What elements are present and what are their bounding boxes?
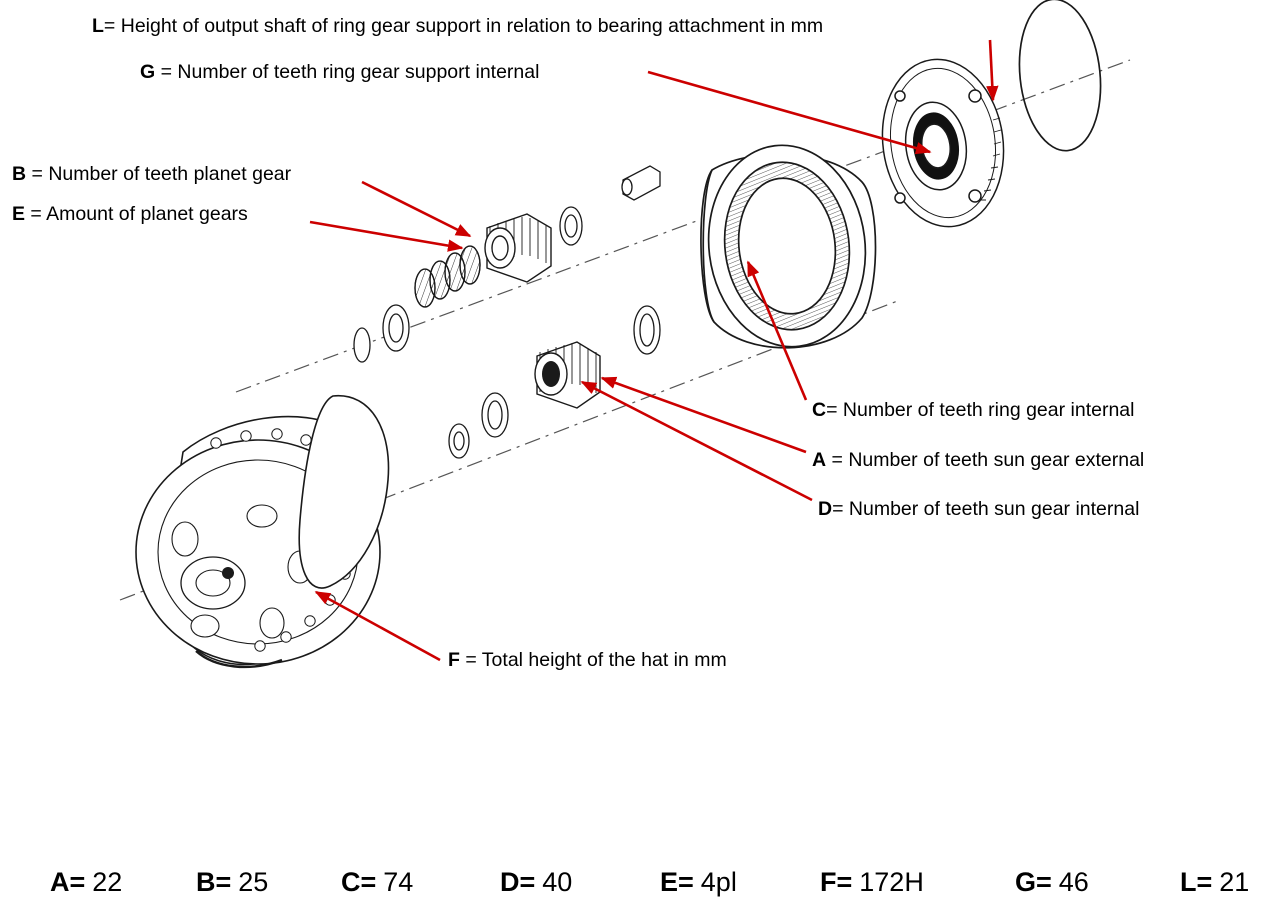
value-key-L: L= bbox=[1180, 866, 1213, 897]
value-legend bbox=[0, 852, 1280, 912]
callout-E-sep: = bbox=[25, 203, 42, 225]
callout-E-key: E bbox=[12, 203, 26, 225]
arrow-E bbox=[310, 222, 462, 248]
callout-D-sep: = bbox=[832, 498, 844, 520]
planet-gear-part bbox=[485, 214, 551, 282]
callout-B-sep: = bbox=[26, 163, 43, 185]
arrow-L bbox=[990, 40, 993, 100]
value-item-L bbox=[1180, 867, 1249, 898]
callout-E bbox=[12, 202, 248, 226]
value-key-G: G= bbox=[1015, 866, 1052, 897]
callout-L-key: L bbox=[92, 15, 104, 37]
value-val-C: 74 bbox=[383, 866, 414, 897]
callout-G-text: Number of teeth ring gear support internal bbox=[171, 61, 540, 83]
value-key-E: E= bbox=[660, 866, 694, 897]
value-item-C bbox=[341, 867, 413, 898]
callout-G-sep: = bbox=[155, 61, 172, 83]
value-item-E bbox=[660, 867, 737, 898]
value-key-D: D= bbox=[500, 866, 536, 897]
callout-B-key: B bbox=[12, 163, 27, 185]
callout-A bbox=[812, 448, 1144, 472]
value-val-F: 172H bbox=[859, 866, 924, 897]
value-item-F bbox=[820, 867, 924, 898]
seal-ring-part bbox=[1012, 0, 1107, 155]
callout-B-text: Number of teeth planet gear bbox=[42, 163, 292, 185]
value-val-L: 21 bbox=[1219, 866, 1250, 897]
callout-C-key: C bbox=[812, 399, 827, 421]
ring-gear-part bbox=[697, 136, 876, 356]
callout-F bbox=[448, 648, 727, 672]
callout-E-text: Amount of planet gears bbox=[41, 203, 248, 225]
value-item-G bbox=[1015, 867, 1089, 898]
value-item-D bbox=[500, 867, 572, 898]
value-val-A: 22 bbox=[92, 866, 123, 897]
value-val-D: 40 bbox=[542, 866, 573, 897]
callout-C-text: Number of teeth ring gear internal bbox=[837, 399, 1135, 421]
callout-G bbox=[140, 60, 539, 84]
value-val-E: 4pl bbox=[700, 866, 737, 897]
arrow-B bbox=[362, 182, 470, 236]
value-key-B: B= bbox=[196, 866, 232, 897]
value-key-F: F= bbox=[820, 866, 853, 897]
callout-D bbox=[818, 497, 1139, 521]
callout-C bbox=[812, 398, 1134, 422]
callout-A-key: A bbox=[812, 449, 827, 471]
callout-D-key: D bbox=[818, 498, 833, 520]
callout-G-key: G bbox=[140, 61, 156, 83]
callout-A-sep: = bbox=[826, 449, 843, 471]
callout-L-text: Height of output shaft of ring gear support in relation to bearing attachment in mm bbox=[115, 15, 824, 37]
callout-D-text: Number of teeth sun gear internal bbox=[843, 498, 1140, 520]
callout-F-key: F bbox=[448, 649, 460, 671]
value-val-B: 25 bbox=[238, 866, 269, 897]
callout-C-sep: = bbox=[826, 399, 838, 421]
value-key-C: C= bbox=[341, 866, 377, 897]
arrow-A bbox=[602, 378, 806, 452]
callout-L bbox=[92, 14, 823, 38]
value-item-B bbox=[196, 867, 268, 898]
callout-F-sep: = bbox=[459, 649, 477, 671]
callout-F-text: Total height of the hat in mm bbox=[476, 649, 727, 671]
sun-gear-part bbox=[535, 342, 600, 408]
value-item-A bbox=[50, 867, 122, 898]
value-val-G: 46 bbox=[1058, 866, 1089, 897]
callout-A-text: Number of teeth sun gear external bbox=[842, 449, 1145, 471]
callout-B bbox=[12, 162, 291, 186]
value-key-A: A= bbox=[50, 866, 86, 897]
callout-L-sep: = bbox=[103, 15, 116, 37]
